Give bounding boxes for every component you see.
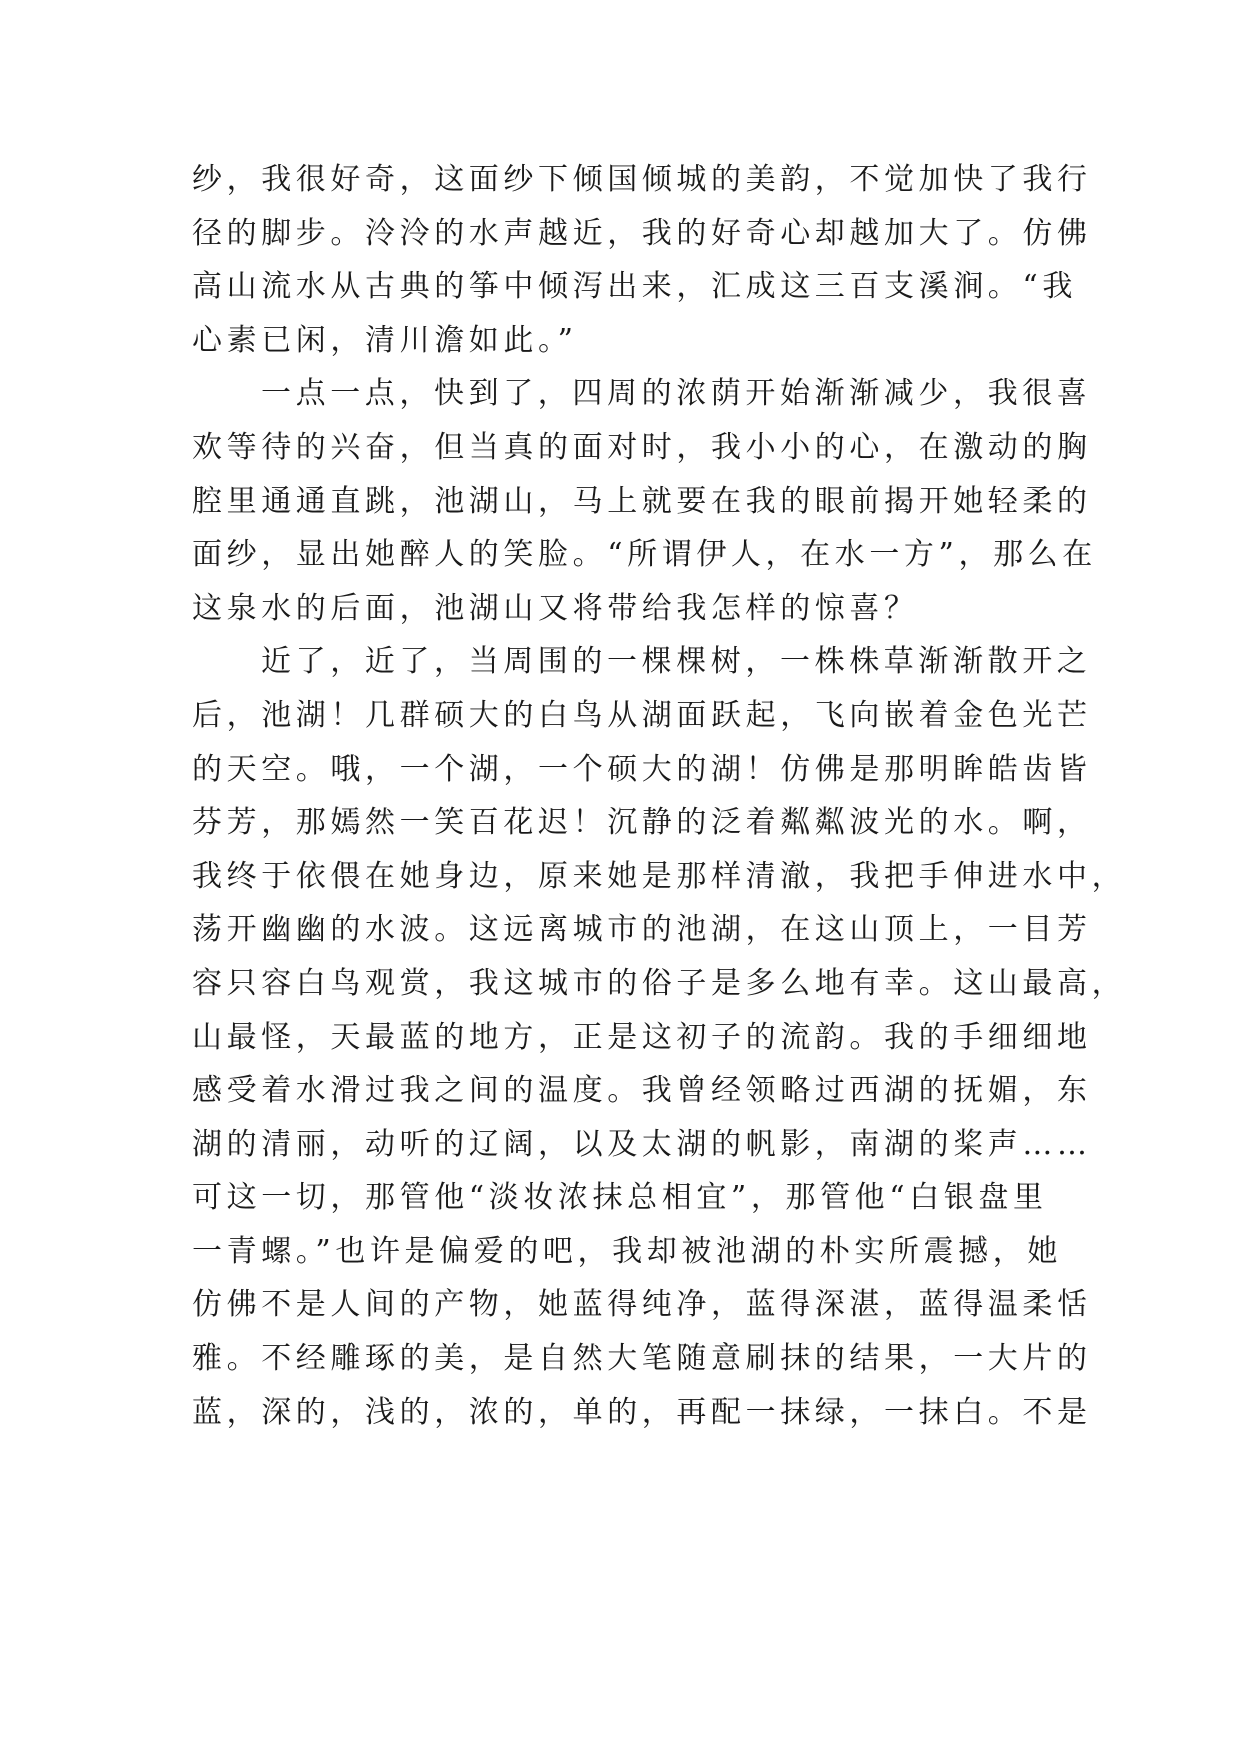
text-line: 蓝，深的，浅的，浓的，单的，再配一抹绿，一抹白。不是 — [192, 1394, 1092, 1430]
text-line: 荡开幽幽的水波。这远离城市的池湖，在这山顶上，一目芳 — [192, 912, 1092, 948]
text-line: 这泉水的后面，池湖山又将带给我怎样的惊喜？ — [192, 590, 919, 626]
text-line: 山最怪，天最蓝的地方，正是这初子的流韵。我的手细细地 — [192, 1019, 1092, 1055]
text-line: 的天空。哦，一个湖，一个硕大的湖！仿佛是那明眸皓齿皆 — [192, 751, 1092, 787]
text-line: 腔里通通直跳，池湖山，马上就要在我的眼前揭开她轻柔的 — [192, 483, 1092, 519]
text-line: 纱，我很好奇，这面纱下倾国倾城的美韵，不觉加快了我行 — [192, 162, 1092, 197]
text-line: 湖的清丽，动听的辽阔，以及太湖的帆影，南湖的桨声…… — [192, 1126, 1092, 1162]
text-line: 仿佛不是人间的产物，她蓝得纯净，蓝得深湛，蓝得温柔恬 — [192, 1287, 1092, 1323]
text-line: 心素已闲，清川澹如此。” — [192, 322, 578, 358]
text-line: 芬芳，那嫣然一笑百花迟！沉静的泛着粼粼波光的水。啊， — [192, 805, 1092, 841]
text-line: 雅。不经雕琢的美，是自然大笔随意刷抹的结果，一大片的 — [192, 1341, 1092, 1377]
text-line: 径的脚步。泠泠的水声越近，我的好奇心却越加大了。仿佛 — [192, 215, 1092, 251]
text-line: 近了，近了，当周围的一棵棵树，一株株草渐渐散开之 — [261, 644, 1092, 680]
paragraph-1 — [192, 153, 1092, 367]
text-line: 欢等待的兴奋，但当真的面对时，我小小的心，在激动的胸 — [192, 429, 1092, 465]
text-line: 高山流水从古典的筝中倾泻出来，汇成这三百支溪涧。“我 — [192, 269, 1077, 305]
text-line: 后，池湖！几群硕大的白鸟从湖面跃起，飞向嵌着金色光芒 — [192, 697, 1092, 733]
document-body — [192, 153, 1127, 1439]
text-line: 一青螺。”也许是偏爱的吧，我却被池湖的朴实所震撼，她 — [192, 1233, 1062, 1269]
text-line: 一点一点，快到了，四周的浓荫开始渐渐减少，我很喜 — [261, 376, 1092, 412]
text-line: 面纱，显出她醉人的笑脸。“所谓伊人，在水一方”，那么在 — [192, 537, 1097, 573]
text-line: 可这一切，那管他“淡妆浓抹总相宜”，那管他“白银盘里 — [192, 1180, 1048, 1216]
text-line: 我终于依偎在她身边，原来她是那样清澈，我把手伸进水中， — [192, 858, 1127, 894]
text-line: 容只容白鸟观赏，我这城市的俗子是多么地有幸。这山最高， — [192, 965, 1127, 1001]
text-line: 感受着水滑过我之间的温度。我曾经领略过西湖的抚媚，东 — [192, 1073, 1092, 1109]
paragraph-3 — [192, 635, 1127, 1439]
paragraph-2 — [192, 367, 1097, 635]
